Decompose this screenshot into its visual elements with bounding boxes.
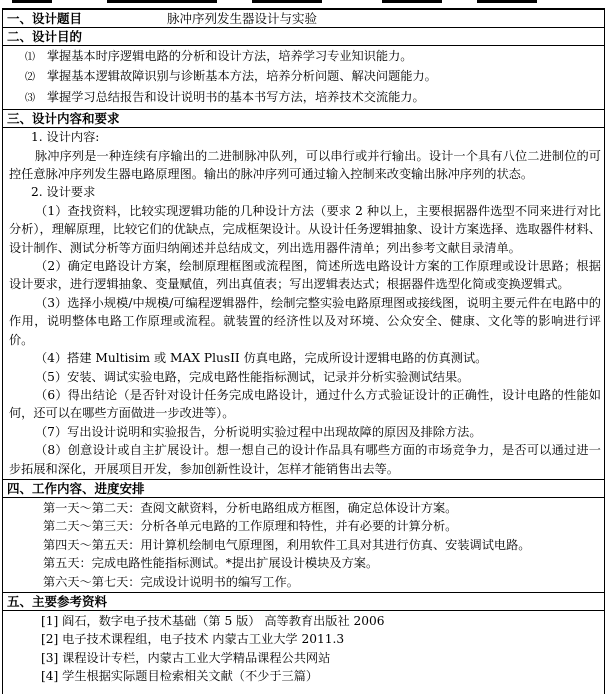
reference-item: [1] 阎石，数字电子技术基础（第 5 版） 高等教育出版社 2006: [41, 613, 385, 628]
requirement-item: （8）创意设计或自主扩展设计。想一想自己的设计作品具有哪些方面的市场竞争力，是否可以通过进一步拓展和深化，开展项目开发，参加创新性设计，怎样才能销售出去等。: [9, 443, 601, 476]
content-subheading: 1. 设计内容:: [31, 130, 100, 145]
design-title-value: 脉冲序列发生器设计与实验: [167, 11, 318, 26]
schedule-item: 第二天～第三天：分析各单元电路的工作原理和特性，并有必要的计算分析。: [43, 519, 458, 534]
requirement-item: （2）确定电路设计方案，绘制原理框图或流程图，简述所选电路设计方案的工作原理或设计思路；根据设计要求，进行逻辑抽象、变量赋值，列出真值表；写出逻辑表达式；根据器件选型化简或变换逻辑式。: [9, 259, 601, 292]
section-schedule-title: 四、工作内容、进度安排: [3, 480, 604, 498]
reference-item: [4] 学生根据实际题目检索相关文献（不少于三篇）: [41, 669, 319, 684]
design-title-row: [3, 10, 605, 28]
section-purpose-title: 二、设计目的: [3, 28, 604, 46]
section-schedule: [3, 479, 605, 592]
reference-item: [2] 电子技术课程组，电子技术 内蒙古工业大学 2011.3: [41, 632, 345, 647]
reference-item: [3] 课程设计专栏，内蒙古工业大学精品课程公共网站: [41, 650, 331, 665]
design-title-label: 一、设计题目: [7, 11, 83, 26]
task-table: [2, 9, 605, 694]
purpose-item: ⑵ 掌握基本逻辑故障识别与诊断基本方法，培养分析问题、解决问题能力。: [25, 69, 437, 84]
requirement-item: （6）得出结论（是否针对设计任务完成电路设计，通过什么方式验证设计的正确性，设计电路的性能如何，还可以在哪些方面做进一步改进等）。: [9, 387, 601, 421]
schedule-item: 第六天～第七天：完成设计说明书的编写工作。: [43, 574, 299, 589]
requirement-item: （4）搭建 Multisim 或 MAX PlusII 仿真电路，完成所设计逻辑电路的仿真测试。: [35, 351, 488, 366]
schedule-item: 第五天：完成电路性能指标测试。*提出扩展设计模块及方案。: [43, 556, 379, 571]
requirement-item: （5）安装、调试实验电路，完成电路性能指标测试，记录并分析实验测试结果。: [35, 369, 470, 384]
top-cut-header: [2, 0, 605, 9]
section-content-title: 三、设计内容和要求: [3, 110, 604, 128]
requirement-item: （1）查找资料，比较实现逻辑功能的几种设计方法（要求 2 种以上，主要根据器件选型不同来进行对比分析），理解原理，比较它们的优缺点，完成框架设计。从设计任务逻辑抽象、设计方案选择、选取器件材料、设计制作、测试分析等方面归纳阐述并总结成文，列出选用器件清单；列出参考文献目录清单。: [9, 203, 601, 255]
section-references: [3, 592, 605, 693]
purpose-item: ⑴ 掌握基本时序逻辑电路的分析和设计方法，培养学习专业知识能力。: [25, 49, 413, 63]
purpose-item: ⑶ 掌握学习总结报告和设计说明书的基本书写方法，培养技术交流能力。: [25, 89, 425, 104]
requirements-subheading: 2. 设计要求: [31, 185, 96, 200]
schedule-item: 第四天～第五天：用计算机绘制电气原理图，利用软件工具对其进行仿真、安装调试电路。: [43, 537, 531, 552]
section-content: [3, 110, 605, 480]
schedule-item: 第一天～第二天：查阅文献资料，分析电路组成方框图，确定总体设计方案。: [43, 500, 458, 515]
section-references-title: 五、主要参考资料: [3, 593, 604, 611]
task-document: [2, 0, 605, 684]
requirement-item: （3）选择小规模/中规模/可编程逻辑器件，绘制完整实验电路原理图或接线图，说明主要元件在电路中的作用，说明整体电路工作原理或流程。就装置的经济性以及对环境、公众安全、健康、文化等的影响进行评价。: [9, 295, 601, 347]
requirement-item: （7）写出设计说明和实验报告，分析说明实验过程中出现故障的原因及排除方法。: [35, 424, 482, 439]
content-paragraph: 脉冲序列是一种连续有序输出的二进制脉冲队列，可以串行或并行输出。设计一个具有八位二进制位的可控任意脉冲序列发生器电路原理图。输出的脉冲序列可通过输入控制来改变输出脉冲序列的状态。: [9, 148, 601, 182]
section-purpose: [3, 28, 605, 110]
